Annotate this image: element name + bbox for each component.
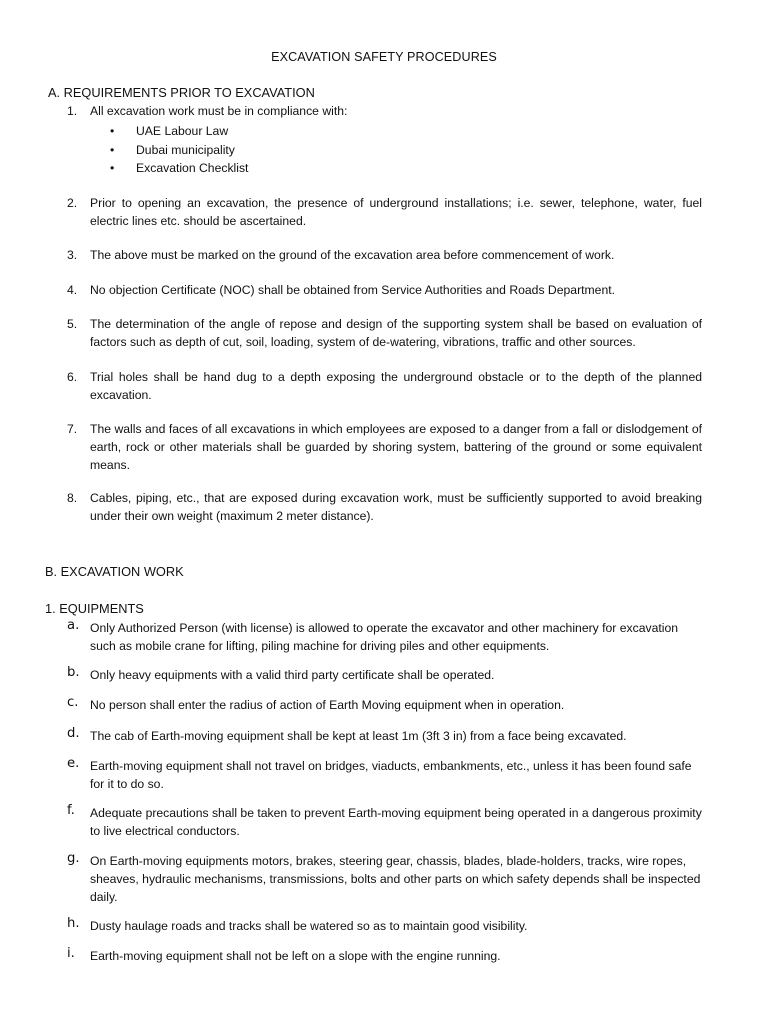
item-text: Only Authorized Person (with license) is allowed to operate the excavator and other machinery for excavation such as mobile crane for lifting, piling machine for driving piles and other equipments. bbox=[90, 621, 679, 653]
item-number: 3. bbox=[67, 248, 78, 262]
item-text: On Earth-moving equipments motors, brakes, steering gear, chassis, blades, blade-holders, tracks, wire ropes, sheaves, hydraulic mechanisms, transmissions, bolts and other parts on which safety depends shall be inspected daily. bbox=[90, 854, 701, 904]
item-text: No objection Certificate (NOC) shall be obtained from Service Authorities and Roads Department. bbox=[90, 283, 615, 297]
item-text: Dusty haulage roads and tracks shall be watered so as to maintain good visibility. bbox=[90, 919, 528, 933]
bullet-text: Dubai municipality bbox=[136, 142, 235, 157]
bullet-icon: • bbox=[110, 124, 115, 138]
item-letter: g. bbox=[67, 851, 80, 866]
item-text: All excavation work must be in compliance with: bbox=[90, 104, 348, 118]
item-number: 7. bbox=[67, 422, 78, 436]
item-letter: c. bbox=[67, 695, 79, 710]
equipments-subheading: 1. EQUIPMENTS bbox=[45, 601, 144, 616]
list-item bbox=[67, 281, 702, 299]
item-letter: i. bbox=[67, 946, 75, 961]
list-item bbox=[67, 852, 702, 906]
list-item bbox=[67, 727, 702, 745]
section-b-heading: B. EXCAVATION WORK bbox=[45, 564, 184, 579]
list-item bbox=[67, 619, 702, 655]
item-text: Only heavy equipments with a valid third party certificate shall be operated. bbox=[90, 668, 495, 682]
item-text: No person shall enter the radius of action of Earth Moving equipment when in operation. bbox=[90, 698, 565, 712]
list-item bbox=[67, 489, 702, 525]
item-number: 1. bbox=[67, 104, 78, 118]
item-letter: h. bbox=[67, 916, 80, 931]
list-item bbox=[67, 246, 702, 264]
item-text: Cables, piping, etc., that are exposed during excavation work, must be sufficiently supported to avoid breaking under their own weight (maximum 2 meter distance). bbox=[90, 491, 702, 523]
bullet-icon: • bbox=[110, 142, 115, 157]
item-number: 8. bbox=[67, 491, 78, 505]
bullet-text: Excavation Checklist bbox=[136, 161, 249, 175]
document-title: EXCAVATION SAFETY PROCEDURES bbox=[271, 50, 497, 64]
item-letter: f. bbox=[67, 803, 75, 818]
item-text: Prior to opening an excavation, the presence of underground installations; i.e. sewer, telephone, water, fuel electric lines etc. should be ascertained. bbox=[90, 196, 702, 228]
list-item bbox=[67, 917, 702, 935]
bullet-icon: • bbox=[110, 161, 115, 175]
item-letter: b. bbox=[67, 665, 80, 680]
list-item bbox=[67, 696, 702, 714]
item-text: The walls and faces of all excavations in which employees are exposed to a danger from a fall or dislodgement of earth, rock or other materials shall be guarded by shoring system, battering of the ground or some equivalent means. bbox=[90, 422, 702, 472]
item-text: The above must be marked on the ground of the excavation area before commencement of work. bbox=[90, 248, 615, 262]
section-a-heading: A. REQUIREMENTS PRIOR TO EXCAVATION bbox=[48, 85, 315, 100]
list-item bbox=[67, 804, 702, 840]
list-item bbox=[67, 194, 702, 230]
list-item bbox=[67, 666, 702, 684]
item-text: The determination of the angle of repose and design of the supporting system shall be based on evaluation of factors such as depth of cut, soil, loading, system of de-watering, vibrations, traffic and other sources. bbox=[90, 317, 702, 349]
item-number: 6. bbox=[67, 370, 78, 384]
item-letter: e. bbox=[67, 756, 80, 771]
list-item bbox=[67, 315, 702, 351]
item-text: Adequate precautions shall be taken to prevent Earth-moving equipment being operated in a dangerous proximity to live electrical conductors. bbox=[90, 806, 702, 838]
list-item bbox=[67, 947, 702, 965]
list-item bbox=[67, 420, 702, 474]
bullet-text: UAE Labour Law bbox=[136, 124, 229, 138]
item-number: 4. bbox=[67, 283, 78, 297]
item-text: Trial holes shall be hand dug to a depth exposing the underground obstacle or to the depth of the planned excavation. bbox=[90, 370, 702, 402]
item-letter: d. bbox=[67, 726, 80, 741]
list-item bbox=[67, 368, 702, 404]
item-text: The cab of Earth-moving equipment shall be kept at least 1m (3ft 3 in) from a face being excavated. bbox=[90, 729, 627, 743]
list-item bbox=[67, 757, 702, 793]
item-number: 2. bbox=[67, 196, 78, 210]
item-letter: a. bbox=[67, 618, 80, 633]
item-number: 5. bbox=[67, 317, 78, 331]
list-item bbox=[67, 102, 702, 120]
item-text: Earth-moving equipment shall not travel on bridges, viaducts, embankments, etc., unless it has been found safe for it to do so. bbox=[90, 759, 692, 791]
item-text: Earth-moving equipment shall not be left on a slope with the engine running. bbox=[90, 949, 501, 963]
